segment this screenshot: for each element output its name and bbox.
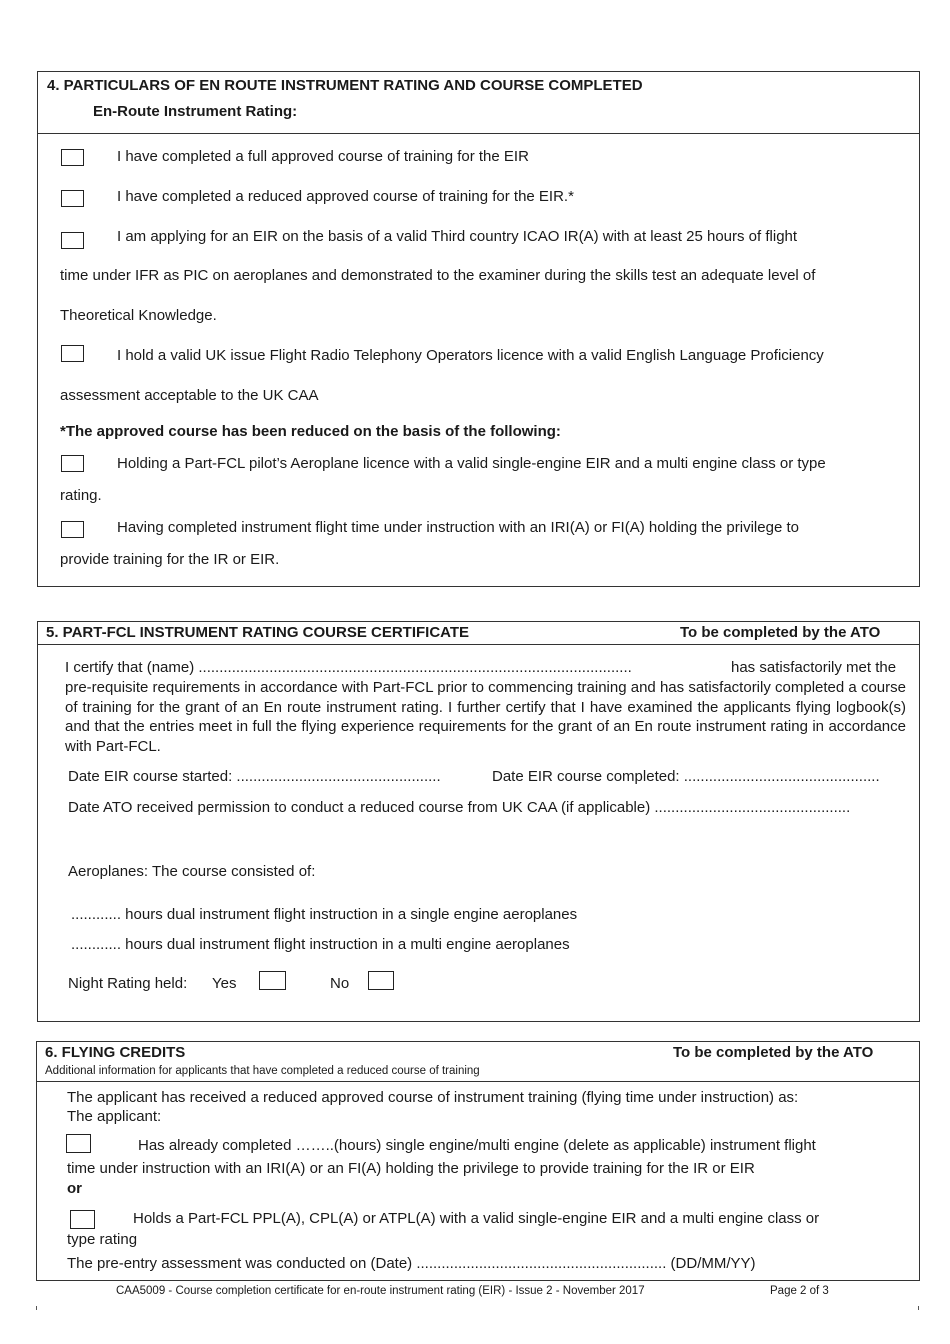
part-fcl-licence-label-line2: rating. bbox=[60, 487, 102, 504]
reduced-basis-heading: *The approved course has been reduced on the basis of the following: bbox=[60, 423, 561, 440]
holds-licence-label-line2: type rating bbox=[67, 1231, 138, 1248]
hours-multi-engine: ............ hours dual instrument flight instruction in a multi engine aeroplanes bbox=[71, 936, 570, 953]
or-label: or bbox=[67, 1180, 82, 1197]
section-5-ato-note: To be completed by the ATO bbox=[680, 624, 881, 641]
reduced-course-checkbox[interactable] bbox=[61, 190, 84, 207]
section-5-header-divider bbox=[37, 644, 920, 645]
crop-mark-left bbox=[36, 1306, 37, 1310]
part-fcl-licence-label-line1: Holding a Part-FCL pilot’s Aeroplane licence with a valid single-engine EIR and a multi engine class or type bbox=[117, 455, 826, 472]
hours-completed-checkbox[interactable] bbox=[66, 1134, 91, 1153]
full-course-checkbox[interactable] bbox=[61, 149, 84, 166]
section-6-title: 6. FLYING CREDITS bbox=[45, 1044, 186, 1061]
aeroplanes-course-label: Aeroplanes: The course consisted of: bbox=[68, 863, 316, 880]
night-rating-yes-label: Yes bbox=[212, 975, 237, 992]
footer-document-reference: CAA5009 - Course completion certificate for en-route instrument rating (EIR) - Issue 2 - November 2017 bbox=[116, 1285, 645, 1297]
night-rating-no-label: No bbox=[330, 975, 350, 992]
frto-licence-checkbox[interactable] bbox=[61, 345, 84, 362]
date-course-completed: Date EIR course completed: ............................................... bbox=[492, 768, 880, 785]
reduced-course-label: I have completed a reduced approved course of training for the EIR.* bbox=[117, 188, 574, 205]
third-country-ir-label-line3: Theoretical Knowledge. bbox=[60, 307, 217, 324]
certify-name-line: I certify that (name) ........................................................................................................ bbox=[65, 659, 632, 676]
section-4-header-divider bbox=[37, 133, 920, 134]
flying-credits-intro: The applicant has received a reduced approved course of instrument training (flying time under instruction) as: bbox=[67, 1089, 799, 1106]
pre-entry-assessment-date: The pre-entry assessment was conducted on (Date) ............................................................ (DD/MM/YY) bbox=[67, 1255, 756, 1272]
certify-paragraph: pre-requisite requirements in accordance with Part-FCL prior to commencing training and has satisfactorily completed a course of training for the grant of an En route instrument rating. I further certify that I have examined the applicants flying logbook(s) and that the entries meet in full the flying experience requirements for the grant of an En route instrument rating in accordance with Part-FCL. bbox=[65, 679, 906, 755]
date-course-started: Date EIR course started: ................................................. bbox=[68, 768, 441, 785]
footer-page-number: Page 2 of 3 bbox=[770, 1285, 829, 1297]
flying-credits-applicant: The applicant: bbox=[67, 1108, 162, 1125]
section-6-ato-note: To be completed by the ATO bbox=[673, 1044, 874, 1061]
hours-completed-label-line2: time under instruction with an IRI(A) or an FI(A) holding the privilege to provide training for the IR or EIR bbox=[67, 1160, 755, 1177]
frto-licence-label-line2: assessment acceptable to the UK CAA bbox=[60, 387, 319, 404]
section-4-subtitle: En-Route Instrument Rating: bbox=[93, 103, 298, 120]
certify-name-line-end: has satisfactorily met the bbox=[731, 659, 897, 676]
holds-licence-checkbox[interactable] bbox=[70, 1210, 95, 1229]
instruction-time-label-line2: provide training for the IR or EIR. bbox=[60, 551, 280, 568]
night-rating-yes-checkbox[interactable] bbox=[259, 971, 286, 990]
third-country-ir-checkbox[interactable] bbox=[61, 232, 84, 249]
full-course-label: I have completed a full approved course of training for the EIR bbox=[117, 148, 529, 165]
instruction-time-label-line1: Having completed instrument flight time under instruction with an IRI(A) or FI(A) holding the privilege to bbox=[117, 519, 799, 536]
frto-licence-label-line1: I hold a valid UK issue Flight Radio Telephony Operators licence with a valid English Language Proficiency bbox=[117, 347, 824, 364]
section-6-header-divider bbox=[36, 1081, 920, 1082]
holds-licence-label-line1: Holds a Part-FCL PPL(A), CPL(A) or ATPL(A) with a valid single-engine EIR and a multi engine class or bbox=[133, 1210, 820, 1227]
third-country-ir-label-line1: I am applying for an EIR on the basis of a valid Third country ICAO IR(A) with at least 25 hours of flight bbox=[117, 228, 798, 245]
night-rating-no-checkbox[interactable] bbox=[368, 971, 394, 990]
crop-mark-right bbox=[918, 1306, 919, 1310]
night-rating-label: Night Rating held: bbox=[68, 975, 188, 992]
date-permission-received: Date ATO received permission to conduct a reduced course from UK CAA (if applicable) ............................................... bbox=[68, 799, 851, 816]
section-6-subnote: Additional information for applicants that have completed a reduced course of training bbox=[45, 1065, 480, 1077]
instruction-time-checkbox[interactable] bbox=[61, 521, 84, 538]
section-5-title: 5. PART-FCL INSTRUMENT RATING COURSE CERTIFICATE bbox=[46, 624, 470, 641]
part-fcl-licence-checkbox[interactable] bbox=[61, 455, 84, 472]
hours-completed-label-line1: Has already completed ……..(hours) single engine/multi engine (delete as applicable) instrument flight bbox=[138, 1137, 816, 1154]
hours-single-engine: ............ hours dual instrument flight instruction in a single engine aeroplanes bbox=[71, 906, 578, 923]
third-country-ir-label-line2: time under IFR as PIC on aeroplanes and demonstrated to the examiner during the skills test an adequate level of bbox=[60, 267, 816, 284]
section-4-title: 4. PARTICULARS OF EN ROUTE INSTRUMENT RATING AND COURSE COMPLETED bbox=[47, 77, 643, 94]
